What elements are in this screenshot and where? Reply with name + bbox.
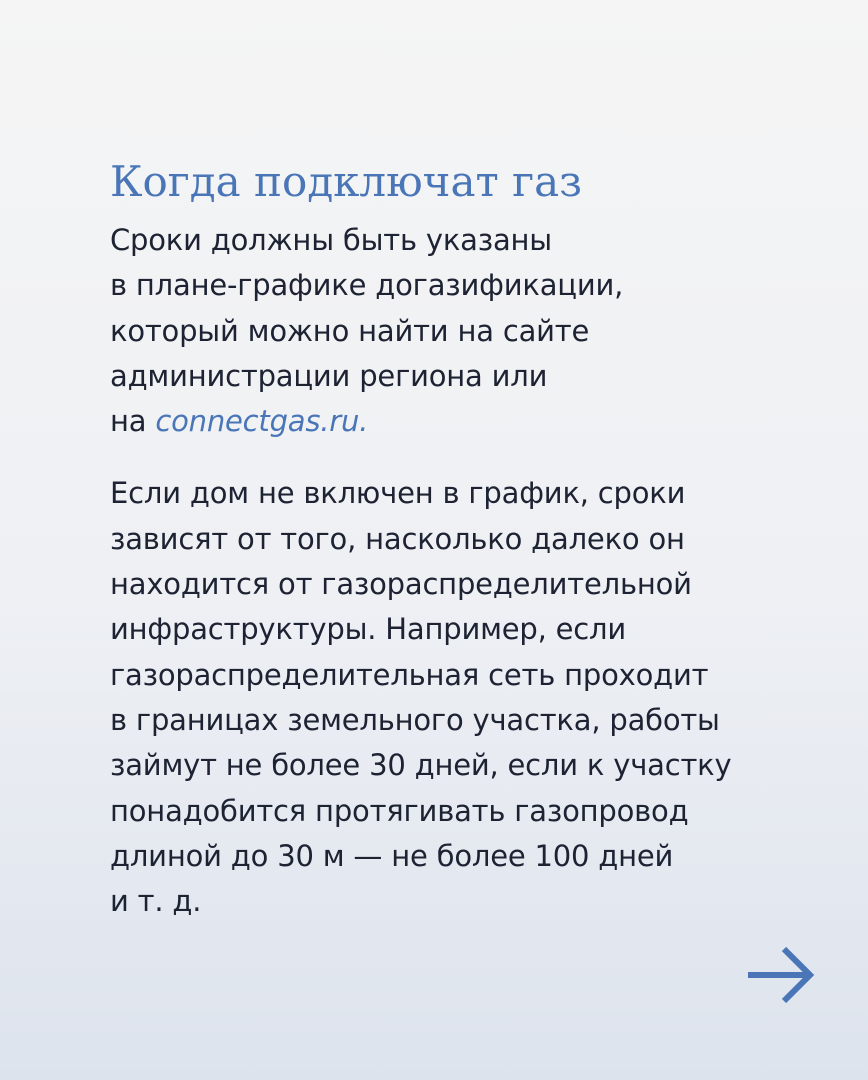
text-line: Если дом не включен в график, сроки — [110, 476, 686, 511]
text-line: длиной до 30 м — не более 100 дней — [110, 838, 674, 873]
content-card — [110, 150, 830, 924]
arrow-right-icon — [744, 944, 816, 1006]
connectgas-link[interactable]: connectgas.ru. — [155, 404, 369, 439]
text-line: который можно найти на сайте — [110, 313, 590, 348]
text-line: Сроки должны быть указаны — [110, 223, 552, 257]
text-line: займут не более 30 дней, если к участку — [110, 748, 732, 783]
text-line — [110, 399, 830, 444]
text-line: администрации региона или — [110, 358, 548, 393]
paragraph-schedule — [110, 471, 830, 924]
text-line-prefix: на — [110, 404, 156, 439]
text-line: газораспределительная сеть проходит — [110, 657, 709, 692]
paragraph-deadlines — [110, 218, 830, 444]
text-line: в плане-графике догазификации, — [110, 268, 624, 303]
text-line: понадобится протягивать газопровод — [110, 793, 689, 828]
text-line: и т. д. — [110, 884, 202, 919]
text-line: зависят от того, насколько далеко он — [110, 521, 685, 556]
text-line: находится от газораспределительной — [110, 567, 692, 602]
next-slide-button[interactable] — [744, 944, 816, 1006]
page-title: Когда подключат газ — [110, 157, 583, 206]
text-line: в границах земельного участка, работы — [110, 702, 720, 737]
text-line: инфраструктуры. Например, если — [110, 612, 627, 647]
